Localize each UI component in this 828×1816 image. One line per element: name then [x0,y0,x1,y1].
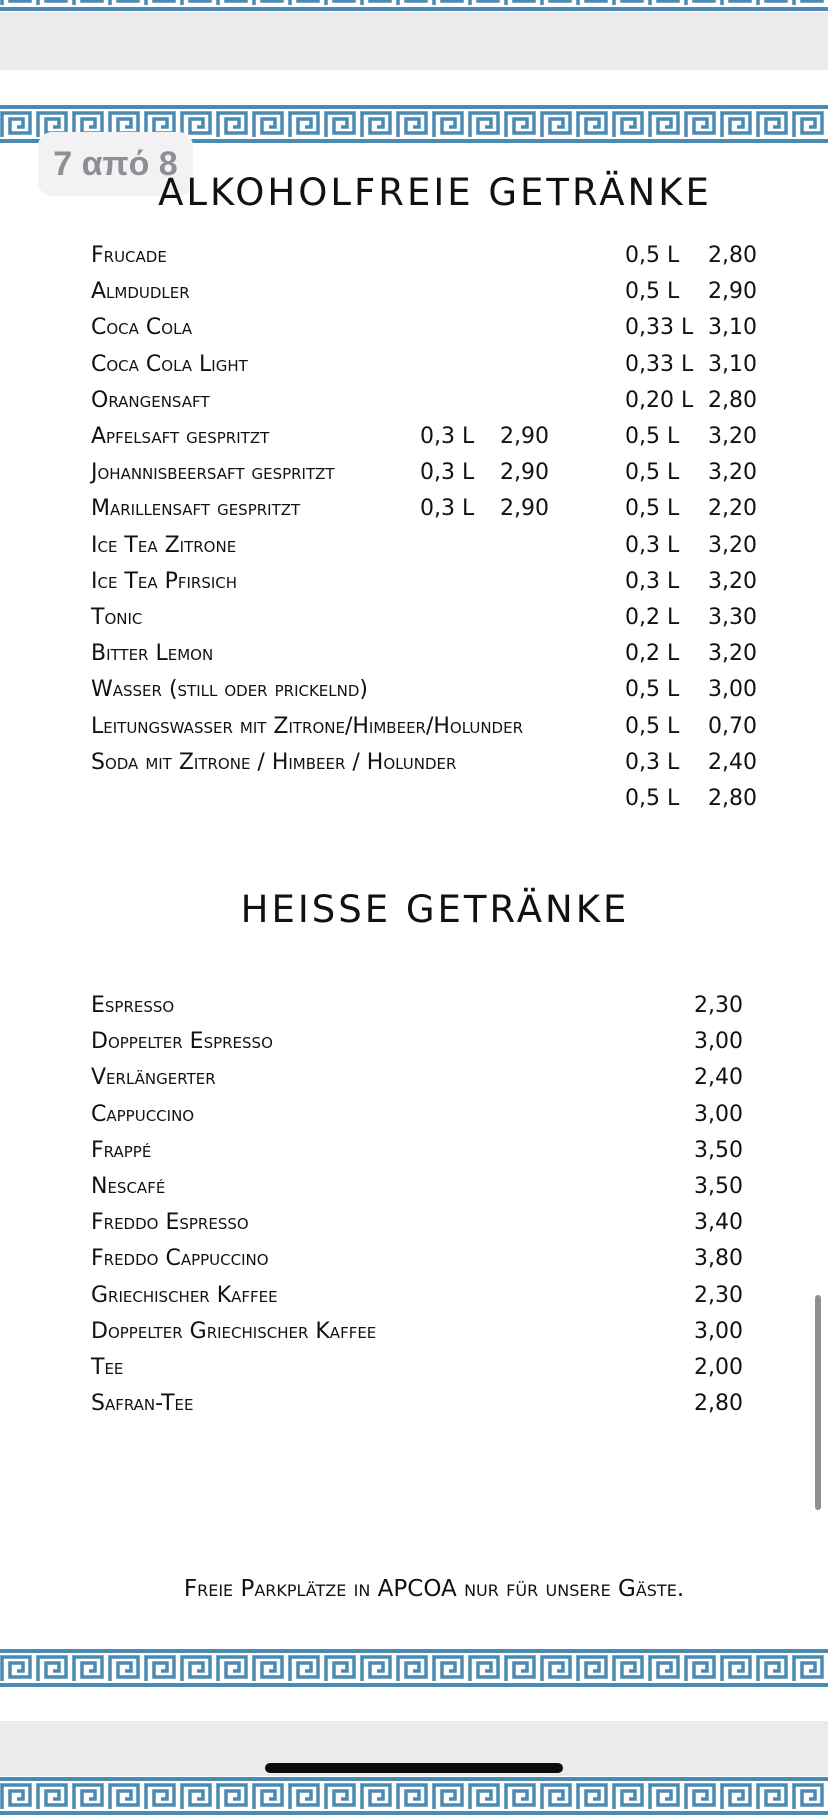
large-size: 0,5 L [625,243,680,268]
menu-row [0,605,828,641]
item-name: Doppelter Griechischer Kaffee [91,1318,377,1344]
large-price: 3,10 [708,351,757,377]
item-name: Verlängerter [91,1065,216,1091]
item-name: Soda mit Zitrone / Himbeer / Holunder [91,749,457,775]
small-size: 0,3 L [420,460,475,486]
large-size: 0,3 L [625,568,680,594]
menu-row [0,279,828,315]
large-size: 0,2 L [625,605,680,630]
item-name: Orangensaft [91,387,210,413]
page-gap [0,12,828,70]
menu-row [0,1065,828,1101]
item-name: Bitter Lemon [91,641,214,667]
large-size: 0,5 L [625,279,680,305]
large-size: 0,2 L [625,641,680,667]
item-name: Coca Cola [91,315,193,341]
menu-row [0,1391,828,1427]
small-size: 0,3 L [420,496,475,522]
small-size: 0,3 L [420,424,475,449]
large-price: 2,90 [708,279,757,305]
item-price: 2,40 [694,1065,743,1091]
menu-row [0,1246,828,1282]
large-size: 0,33 L [625,315,694,341]
menu-row [0,533,828,569]
item-price: 3,00 [694,1101,743,1127]
section-title-hot-drinks: HEISSE GETRÄNKE [240,888,630,931]
large-price: 3,20 [708,532,757,558]
menu-row [0,1029,828,1065]
menu-row [0,993,828,1029]
meander-border-next-page [0,1776,828,1816]
large-size: 0,5 L [625,677,680,703]
large-price: 0,70 [708,713,757,739]
section-title-cold-drinks: ALKOHOLFREIE GETRÄNKE [158,171,712,214]
large-price: 2,80 [708,243,757,268]
large-price: 3,20 [708,568,757,594]
item-name: Safran-Tee [91,1391,194,1417]
menu-row [0,641,828,677]
item-price: 2,00 [694,1355,743,1380]
large-price: 2,80 [708,387,757,413]
large-price: 3,10 [708,315,757,341]
large-price: 3,00 [708,677,757,703]
large-price: 2,80 [708,786,757,811]
large-size: 0,5 L [625,424,680,449]
item-price: 2,30 [694,993,743,1018]
large-price: 3,20 [708,460,757,486]
item-name: Cappuccino [91,1101,195,1127]
large-price: 2,40 [708,749,757,775]
menu-row [0,786,828,822]
item-name: Tee [91,1355,124,1380]
page-indicator: 7 από 8 [38,132,193,196]
menu-row [0,243,828,279]
item-price: 3,50 [694,1137,743,1163]
item-price: 2,80 [694,1391,743,1417]
scrollbar-thumb[interactable] [815,1295,821,1510]
menu-row [0,1102,828,1138]
small-price: 2,90 [500,424,549,449]
menu-row [0,1355,828,1391]
item-name: Nescafé [91,1174,166,1199]
item-name: Ice Tea Zitrone [91,532,237,558]
item-name: Almdudler [91,279,190,305]
large-size: 0,5 L [625,496,680,522]
menu-row [0,496,828,532]
home-indicator[interactable] [265,1763,563,1773]
item-name: Freddo Cappuccino [91,1246,269,1272]
item-name: Doppelter Espresso [91,1029,273,1055]
menu-row [0,1174,828,1210]
menu-row [0,1210,828,1246]
large-size: 0,3 L [625,532,680,558]
menu-row [0,1138,828,1174]
large-size: 0,3 L [625,749,680,775]
item-name: Tonic [91,605,143,630]
large-size: 0,5 L [625,786,680,811]
large-price: 3,30 [708,605,757,630]
menu-row [0,1283,828,1319]
menu-row [0,352,828,388]
item-name: Ice Tea Pfirsich [91,568,238,594]
meander-border-bottom [0,1648,828,1688]
large-price: 3,20 [708,641,757,667]
item-price: 3,00 [694,1029,743,1055]
large-size: 0,20 L [625,387,694,413]
menu-row [0,424,828,460]
large-price: 2,20 [708,496,757,522]
item-name: Freddo Espresso [91,1210,249,1236]
footer-parking-note: Freie Parkplätze in APCOA nur für unsere Gäste. [183,1576,685,1602]
item-name: Griechischer Kaffee [91,1282,278,1308]
large-size: 0,33 L [625,351,694,377]
small-price: 2,90 [500,460,549,486]
menu-row [0,1319,828,1355]
menu-row [0,750,828,786]
menu-row [0,677,828,713]
item-name: Wasser (still oder prickelnd) [91,677,368,703]
menu-row [0,714,828,750]
item-name: Marillensaft gespritzt [91,496,301,522]
menu-row [0,460,828,496]
item-price: 3,00 [694,1318,743,1344]
item-name: Frappé [91,1137,152,1163]
menu-row [0,315,828,351]
large-size: 0,5 L [625,713,680,739]
large-size: 0,5 L [625,460,680,486]
item-name: Leitungswasser mit Zitrone/Himbeer/Holunder [91,713,523,739]
item-price: 2,30 [694,1282,743,1308]
item-name: Frucade [91,243,167,268]
item-name: Johannisbeersaft gespritzt [91,460,335,486]
item-price: 3,40 [694,1210,743,1236]
menu-row [0,569,828,605]
item-name: Espresso [91,993,175,1018]
meander-border-top-remnant [0,0,828,12]
small-price: 2,90 [500,496,549,522]
item-name: Apfelsaft gespritzt [91,424,270,449]
item-name: Coca Cola Light [91,351,248,377]
item-price: 3,50 [694,1174,743,1199]
item-price: 3,80 [694,1246,743,1272]
large-price: 3,20 [708,424,757,449]
menu-row [0,388,828,424]
